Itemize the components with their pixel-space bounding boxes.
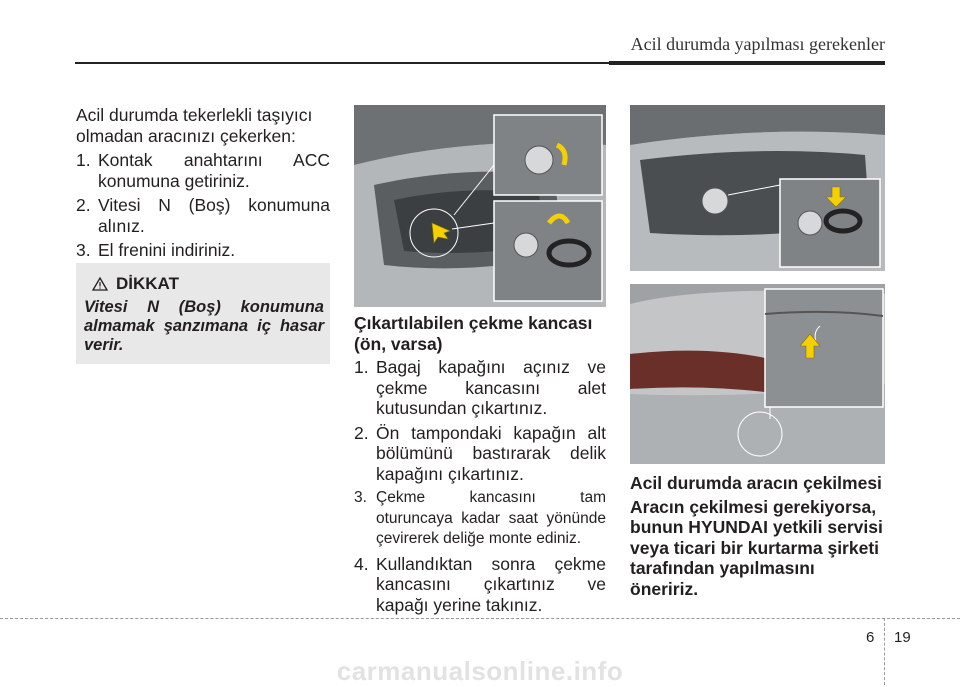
hook-steps bbox=[354, 357, 606, 615]
list-item: 1. Kontak anahtarını ACC konumuna getiriniz. bbox=[76, 150, 330, 191]
front-hook-installed-photo bbox=[630, 105, 885, 271]
towing-recommendation: Aracın çekilmesi gerekiyorsa, bunun HYUNDAI yetkili servisi veya ticari bir kurtarma şirketi tarafından yapılmasını öneririz. bbox=[630, 496, 883, 599]
caution-title: DİKKAT bbox=[116, 274, 179, 293]
list-item: 2. Vitesi N (Boş) konumuna alınız. bbox=[76, 195, 330, 236]
list-item: 3. El frenini indiriniz. bbox=[76, 240, 236, 260]
page-number: 19 bbox=[894, 629, 911, 646]
header-rule-accent bbox=[609, 61, 885, 65]
page-header-title: Acil durumda yapılması gerekenler bbox=[630, 34, 885, 54]
column-emergency-towing bbox=[630, 473, 885, 603]
front-bumper-hook-photo bbox=[354, 105, 606, 307]
column-towing-intro bbox=[76, 105, 330, 265]
intro-text: Acil durumda tekerlekli taşıyıcı olmadan aracınızı çekerken: bbox=[76, 105, 313, 146]
list-item: 2. Ön tampondaki kapağın alt bölümünü bastırarak delik kapağını çıkartınız. bbox=[354, 422, 606, 484]
caution-text: Vitesi N (Boş) konumuna almamak şanzımana iç hasar verir. bbox=[84, 298, 324, 354]
list-item: 1. Bagaj kapağını açınız ve çekme kancasını alet kutusundan çıkartınız. bbox=[354, 357, 606, 418]
intro-steps bbox=[76, 150, 330, 261]
caution-box bbox=[76, 263, 330, 364]
caution-header bbox=[92, 274, 179, 294]
watermark: carmanualsonline.info bbox=[336, 656, 624, 686]
list-item: 4. Kullandıktan sonra çekme kancasını çıkartınız ve kapağı yerine takınız. bbox=[354, 553, 606, 615]
section-number: 6 bbox=[866, 629, 875, 646]
section-heading: Acil durumda aracın çekilmesi bbox=[630, 473, 882, 493]
list-item: 3. Çekme kancasını tam oturuncaya kadar saat yönünde çevirerek deliğe monte ediniz. bbox=[354, 489, 606, 547]
section-heading: Çıkartılabilen çekme kancası (ön, varsa) bbox=[354, 313, 593, 354]
footer-rule bbox=[0, 618, 960, 619]
warning-icon bbox=[92, 277, 108, 291]
rear-hook-cover-photo bbox=[630, 284, 885, 464]
column-removable-hook bbox=[354, 313, 606, 619]
